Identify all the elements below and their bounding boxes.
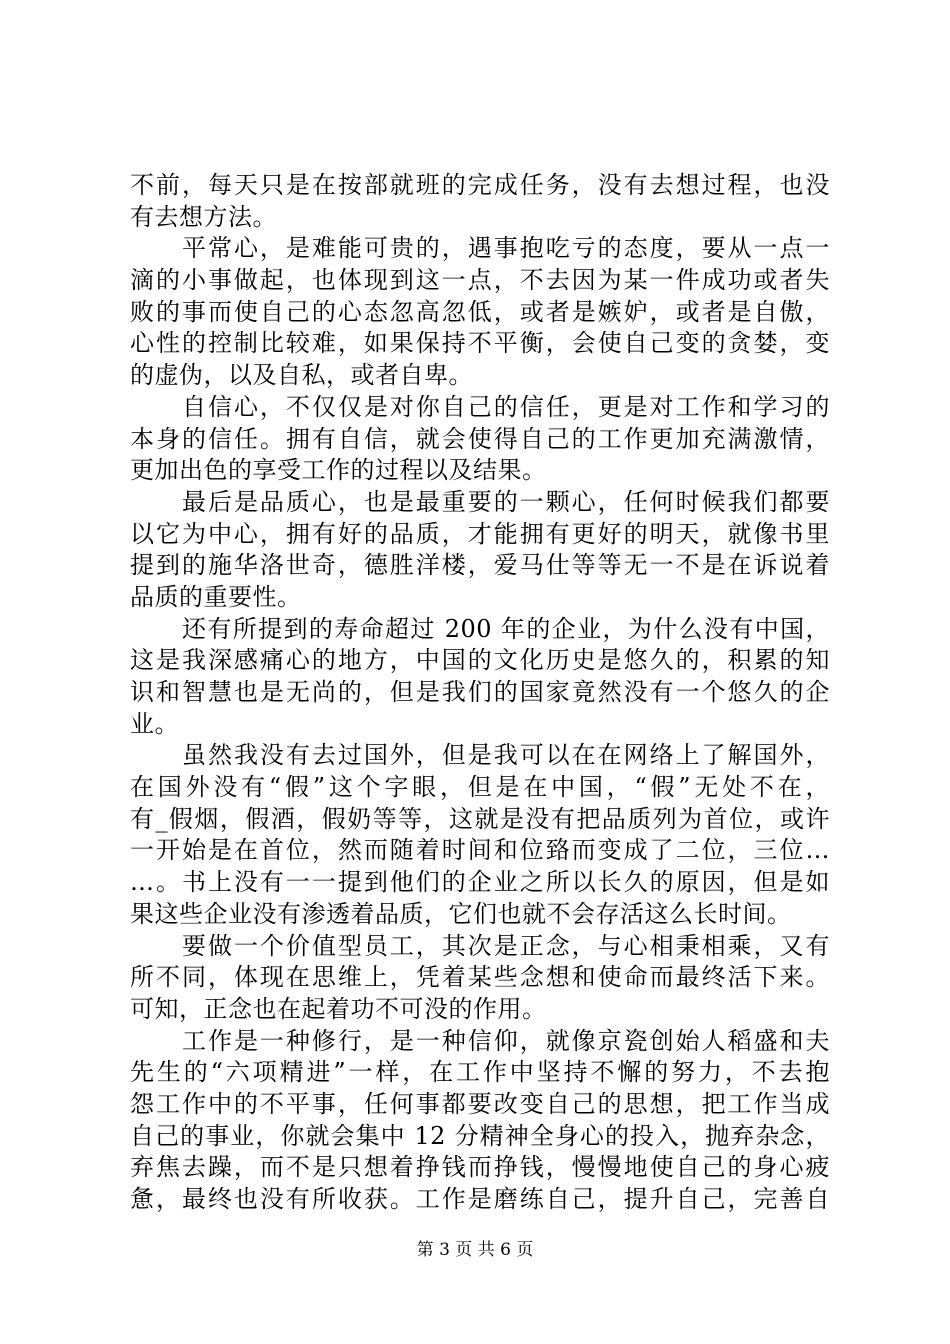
- body-text: [130, 170, 830, 1216]
- text-line: 有去想方法。: [130, 202, 277, 231]
- text-line: 自己的事业，你就会集中 12 分精神全身心的投入，抛弃杂念，: [130, 1121, 830, 1150]
- text-line: 败的事而使自己的心态忽高忽低，或者是嫉妒，或者是自傲，: [130, 297, 830, 326]
- text-line: 不前，每天只是在按部就班的完成任务，没有去想过程，也没: [130, 171, 830, 199]
- text-line: 果这些企业没有渗透着品质，它们也就不会存活这么长时间。: [130, 899, 792, 928]
- text-line: 这是我深感痛心的地方，中国的文化历史是悠久的，积累的知: [130, 646, 830, 675]
- text-line: 业。: [130, 709, 179, 738]
- paragraph: [130, 614, 830, 741]
- text-line: 一开始是在首位，然而随着时间和位臵而变成了二位，三位…: [130, 836, 830, 865]
- text-line: 以它为中心，拥有好的品质，才能拥有更好的明天，就像书里: [130, 519, 830, 548]
- text-line: 所不同，体现在思维上，凭着某些念想和使命而最终活下来。: [130, 963, 830, 992]
- text-line: 平常心，是难能可贵的，遇事抱吃亏的态度，要从一点一: [182, 234, 830, 263]
- text-line: 先生的“六项精进”一样，在工作中坚持不懈的努力，不去抱: [130, 1058, 830, 1087]
- paragraph: [130, 931, 830, 1026]
- text-line: 还有所提到的寿命超过 200 年的企业，为什么没有中国，: [182, 614, 830, 643]
- text-line: 有_假烟，假酒，假奶等等，这就是没有把品质列为首位，或许: [130, 804, 830, 833]
- paragraph: [130, 233, 830, 391]
- paragraph: [130, 487, 830, 614]
- paragraph: [130, 740, 830, 930]
- text-line: 自信心，不仅仅是对你自己的信任，更是对工作和学习的: [182, 392, 830, 421]
- text-line: …。书上没有一一提到他们的企业之所以长久的原因，但是如: [130, 868, 830, 897]
- page-number: 第 3 页 共 6 页: [416, 1240, 534, 1260]
- text-line: 惫，最终也没有所收获。工作是磨练自己，提升自己，完善自: [130, 1185, 830, 1213]
- paragraph: [130, 1026, 830, 1216]
- page-footer: [0, 1240, 950, 1260]
- text-line: 要做一个价值型员工，其次是正念，与心相秉相乘，又有: [182, 931, 830, 960]
- text-line: 虽然我没有去过国外，但是我可以在在网络上了解国外，: [182, 741, 830, 770]
- text-line: 最后是品质心，也是最重要的一颗心，任何时候我们都要: [182, 487, 830, 516]
- text-line: 心性的控制比较难，如果保持不平衡，会使自己变的贪婪，变: [130, 329, 830, 358]
- text-line: 在国外没有“假”这个字眼，但是在中国，“假”无处不在，: [130, 773, 830, 802]
- text-line: 怨工作中的不平事，任何事都要改变自己的思想，把工作当成: [130, 1089, 830, 1118]
- text-line: 可知，正念也在起着功不可没的作用。: [130, 994, 547, 1023]
- text-line: 的虚伪，以及自私，或者自卑。: [130, 361, 473, 390]
- text-line: 本身的信任。拥有自信，就会使得自己的工作更加充满激情，: [130, 424, 830, 453]
- text-line: 识和智慧也是无尚的，但是我们的国家竟然没有一个悠久的企: [130, 678, 830, 706]
- text-line: 滴的小事做起，也体现到这一点，不去因为某一件成功或者失: [130, 266, 830, 295]
- text-line: 提到的施华洛世奇，德胜洋楼，爱马仕等等无一不是在诉说着: [130, 551, 830, 580]
- text-line: 工作是一种修行，是一种信仰，就像京瓷创始人稻盛和夫: [182, 1026, 830, 1055]
- text-line: 更加出色的享受工作的过程以及结果。: [130, 456, 547, 485]
- text-line: 弃焦去躁，而不是只想着挣钱而挣钱，慢慢地使自己的身心疲: [130, 1153, 830, 1182]
- paragraph: [130, 392, 830, 487]
- text-line: 品质的重要性。: [130, 582, 302, 611]
- paragraph: [130, 170, 830, 233]
